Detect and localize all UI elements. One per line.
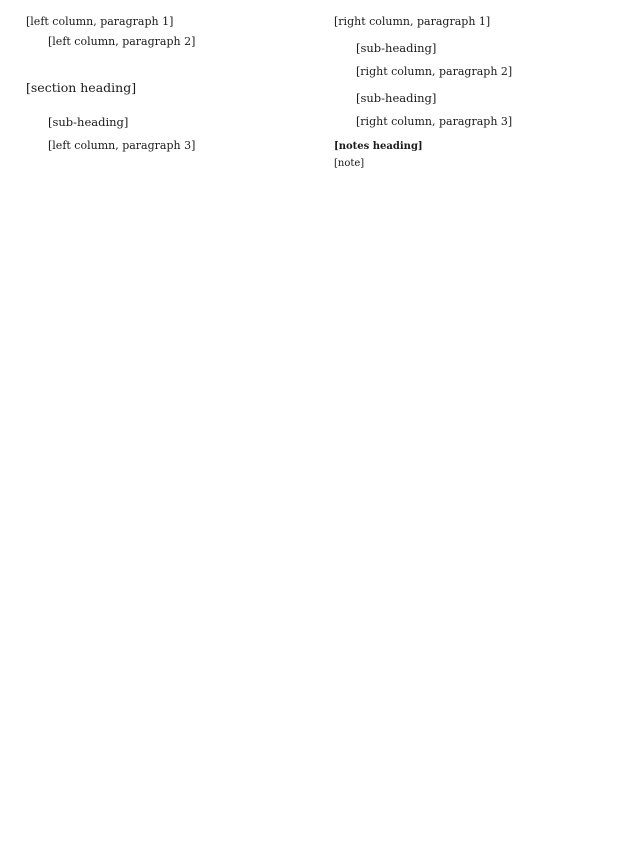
note: [note] [334, 158, 365, 169]
left-column [26, 12, 313, 840]
paragraph: [left column, paragraph 2] [48, 35, 196, 48]
paragraph: [right column, paragraph 3] [356, 115, 513, 128]
paragraph: [left column, paragraph 1] [26, 15, 174, 28]
paragraph: [right column, paragraph 1] [334, 15, 491, 28]
paragraph: [left column, paragraph 3] [48, 139, 196, 152]
right-column [334, 12, 621, 840]
sub-heading: [sub-heading] [48, 115, 129, 129]
sub-heading: [sub-heading] [356, 91, 437, 105]
paragraph: [right column, paragraph 2] [356, 65, 513, 78]
sub-heading: [sub-heading] [356, 41, 437, 55]
notes-heading: [notes heading] [334, 141, 423, 152]
section-heading: [section heading] [26, 80, 137, 95]
